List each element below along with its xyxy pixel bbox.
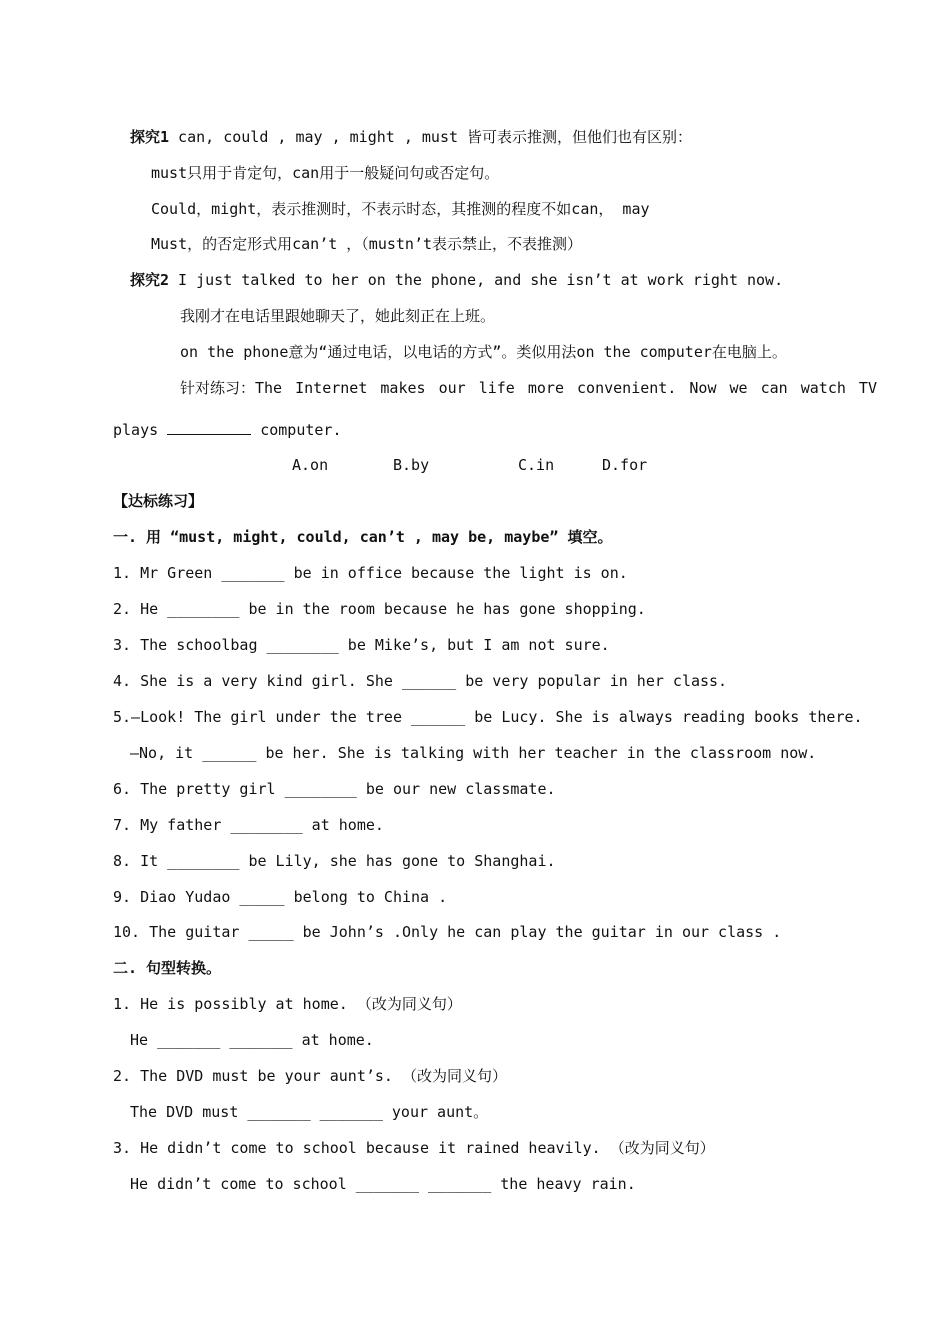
option-c: C.in [518,456,555,474]
answer-blank[interactable] [167,420,251,435]
section-heading: 【达标练习】 [113,492,204,510]
option-d: D.for [602,456,648,474]
q10: 10. The guitar _____ be John’s .Only he can play the guitar in our class . [113,923,782,941]
q8: 8. It ________ be Lily, she has gone to Shanghai. [113,852,556,870]
part-two-title: 二. 句型转换。 [113,959,222,977]
practice-continuation [113,420,342,440]
explore-1-note-2: Could，might，表示推测时，不表示时态，其推测的程度不如can， may [151,200,650,218]
explore-2-translation: 我刚才在电话里跟她聊天了，她此刻正在上班。 [180,307,496,325]
explore-1-note-3: Must，的否定形式用can’t ，（mustn’t表示禁止，不表推测） [151,235,583,253]
option-a: A.on [292,456,329,474]
q5-reply: —No, it ______ be her. She is talking with her teacher in the classroom now. [130,744,817,762]
q4: 4. She is a very kind girl. She ______ be very popular in her class. [113,672,728,690]
q1: 1. Mr Green _______ be in office because the light is on. [113,564,628,582]
practice-cont-b: computer. [251,421,342,439]
q2: 2. He ________ be in the room because he has gone shopping. [113,600,646,618]
t3: 3. He didn’t come to school because it rained heavily. （改为同义句） [113,1139,715,1157]
option-b: B.by [393,456,430,474]
explore-2-line [130,270,783,290]
q5: 5.—Look! The girl under the tree ______ be Lucy. She is always reading books there. [113,708,863,726]
explore-1-label: 探究1 [130,128,170,146]
explore-1-text: can, could , may , might , must 皆可表示推测，但他们也有区别： [169,128,693,146]
t1: 1. He is possibly at home. （改为同义句） [113,995,462,1013]
practice-cont-a: plays [113,421,168,439]
t3-answer: He didn’t come to school _______ _______ the heavy rain. [130,1175,636,1193]
q6: 6. The pretty girl ________ be our new classmate. [113,780,556,798]
explore-2-note: on the phone意为“通过电话，以电话的方式”。类似用法on the computer在电脑上。 [180,343,787,361]
t2: 2. The DVD must be your aunt’s. （改为同义句） [113,1067,507,1085]
practice-question: 针对练习：The Internet makes our life more convenient. Now we can watch TV [180,379,877,397]
explore-2-text: I just talked to her on the phone, and she isn’t at work right now. [169,271,784,289]
explore-1-note-1: must只用于肯定句，can用于一般疑问句或否定句。 [151,164,500,182]
t2-answer: The DVD must _______ _______ your aunt。 [130,1103,489,1121]
explore-1-line [130,127,692,147]
q7: 7. My father ________ at home. [113,816,384,834]
q3: 3. The schoolbag ________ be Mike’s, but I am not sure. [113,636,610,654]
q9: 9. Diao Yudao _____ belong to China . [113,888,448,906]
part-one-title: 一. 用 “must, might, could, can’t , may be, maybe” 填空。 [113,528,613,546]
t1-answer: He _______ _______ at home. [130,1031,374,1049]
explore-2-label: 探究2 [130,271,170,289]
